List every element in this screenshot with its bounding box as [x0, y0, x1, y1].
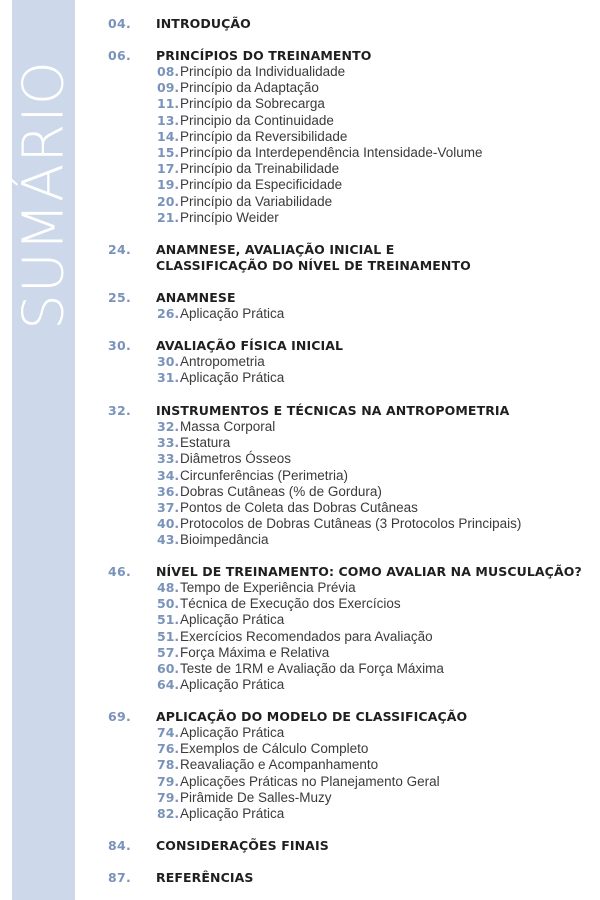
toc-item[interactable]: [0, 468, 600, 484]
section-title: INSTRUMENTOS E TÉCNICAS NA ANTROPOMETRIA: [156, 403, 510, 418]
toc-item[interactable]: [0, 194, 600, 210]
item-page-number: 64.: [157, 677, 180, 693]
item-title: Princípio da Interdependência Intensidade-Volume: [180, 144, 483, 160]
toc-section: [0, 338, 600, 386]
toc-item[interactable]: [0, 113, 600, 129]
item-title: Força Máxima e Relativa: [180, 644, 330, 660]
toc-item[interactable]: [0, 580, 600, 596]
section-title-line-2: CLASSIFICAÇÃO DO NÍVEL DE TREINAMENTO: [156, 258, 471, 273]
toc-section: [0, 290, 600, 322]
item-page-number: 76.: [157, 741, 180, 757]
toc-item[interactable]: [0, 516, 600, 532]
toc-item[interactable]: [0, 306, 600, 322]
item-title: Princípio da Treinabilidade: [180, 161, 340, 177]
toc-section: [0, 709, 600, 822]
item-title: Tempo de Experiência Prévia: [180, 580, 356, 595]
item-title: Dobras Cutâneas (% de Gordura): [180, 483, 382, 499]
section-page-number: 24.: [108, 242, 132, 257]
item-page-number: 51.: [157, 612, 180, 628]
toc-item[interactable]: [0, 500, 600, 516]
item-title: Pontos de Coleta das Dobras Cutâneas: [180, 499, 418, 515]
item-page-number: 20.: [157, 193, 180, 209]
item-title: Protocolos de Dobras Cutâneas (3 Protocolos Principais): [180, 516, 522, 532]
toc-item[interactable]: [0, 161, 600, 177]
item-page-number: 79.: [157, 773, 180, 789]
toc-section-heading[interactable]: [0, 870, 600, 886]
toc-section: [0, 870, 600, 886]
toc-section: [0, 16, 600, 32]
item-title: Princípio da Especificidade: [180, 177, 343, 193]
toc-section-heading[interactable]: [0, 48, 600, 64]
toc-item[interactable]: [0, 370, 600, 386]
section-title: INTRODUÇÃO: [156, 16, 251, 31]
item-title: Princípio da Individualidade: [180, 64, 346, 79]
toc-section-heading[interactable]: [0, 564, 600, 580]
section-page-number: 32.: [108, 403, 132, 418]
toc-item[interactable]: [0, 532, 600, 548]
toc-section: [0, 403, 600, 549]
item-page-number: 09.: [157, 80, 180, 96]
item-title: Aplicação Prática: [180, 306, 285, 321]
item-title: Princípio da Reversibilidade: [180, 128, 348, 144]
item-title: Diâmetros Ósseos: [180, 451, 292, 467]
toc-section: [0, 564, 600, 693]
toc-section-heading[interactable]: [0, 290, 600, 306]
item-title: Bioimpedância: [180, 532, 269, 548]
section-page-number: 46.: [108, 564, 132, 579]
toc-item[interactable]: [0, 629, 600, 645]
toc-section-heading[interactable]: [0, 242, 600, 258]
item-page-number: 33.: [157, 435, 180, 451]
item-page-number: 17.: [157, 161, 180, 177]
item-page-number: 60.: [157, 660, 180, 676]
item-page-number: 32.: [157, 419, 180, 434]
toc-item[interactable]: [0, 790, 600, 806]
item-page-number: 51.: [157, 628, 180, 644]
item-title: Estatura: [180, 435, 231, 451]
item-page-number: 82.: [157, 805, 180, 821]
toc-item[interactable]: [0, 96, 600, 112]
item-page-number: 37.: [157, 499, 180, 515]
item-title: Técnica de Execução dos Exercícios: [180, 596, 401, 612]
toc-section: [0, 838, 600, 854]
toc-item[interactable]: [0, 612, 600, 628]
toc-item[interactable]: [0, 677, 600, 693]
item-page-number: 26.: [157, 306, 180, 321]
toc-item[interactable]: [0, 210, 600, 226]
toc-item[interactable]: [0, 645, 600, 661]
section-title: ANAMNESE, AVALIAÇÃO INICIAL E: [156, 242, 395, 257]
item-page-number: 36.: [157, 483, 180, 499]
toc-item[interactable]: [0, 419, 600, 435]
section-title: CONSIDERAÇÕES FINAIS: [156, 838, 329, 853]
item-page-number: 48.: [157, 580, 180, 595]
toc-section: [0, 48, 600, 226]
toc-item[interactable]: [0, 64, 600, 80]
item-title: Massa Corporal: [180, 419, 276, 434]
item-title: Aplicação Prática: [180, 677, 285, 693]
item-page-number: 57.: [157, 644, 180, 660]
item-page-number: 11.: [157, 96, 180, 112]
item-page-number: 78.: [157, 757, 180, 773]
toc-item[interactable]: [0, 177, 600, 193]
toc-section-heading[interactable]: [0, 16, 600, 32]
toc-section-heading[interactable]: [0, 838, 600, 854]
item-page-number: 21.: [157, 209, 180, 225]
item-page-number: 43.: [157, 532, 180, 548]
item-page-number: 15.: [157, 144, 180, 160]
item-page-number: 50.: [157, 596, 180, 612]
toc-item[interactable]: [0, 145, 600, 161]
toc-item[interactable]: [0, 741, 600, 757]
item-title: Principio da Continuidade: [180, 112, 334, 128]
toc-item[interactable]: [0, 757, 600, 773]
toc-section: [0, 242, 600, 274]
toc-section-heading[interactable]: [0, 403, 600, 419]
toc-item[interactable]: [0, 596, 600, 612]
item-title: Aplicação Prática: [180, 612, 285, 628]
item-title: Aplicações Práticas no Planejamento Geral: [180, 773, 440, 789]
item-title: Exemplos de Cálculo Completo: [180, 741, 369, 757]
item-title: Princípio Weider: [180, 209, 279, 225]
item-title: Aplicação Prática: [180, 370, 285, 386]
toc-item[interactable]: [0, 451, 600, 467]
section-page-number: 84.: [108, 838, 132, 853]
item-page-number: 08.: [157, 64, 180, 79]
section-title: REFERÊNCIAS: [156, 870, 254, 885]
item-title: Aplicação Prática: [180, 805, 285, 821]
item-page-number: 19.: [157, 177, 180, 193]
item-page-number: 79.: [157, 789, 180, 805]
section-title: PRINCÍPIOS DO TREINAMENTO: [156, 48, 372, 63]
sidebar-title: SUMÁRIO: [11, 60, 76, 330]
item-page-number: 13.: [157, 112, 180, 128]
item-title: Teste de 1RM e Avaliação da Força Máxima: [180, 660, 444, 676]
toc-item[interactable]: [0, 484, 600, 500]
item-title: Antropometria: [180, 354, 265, 369]
item-page-number: 40.: [157, 516, 180, 532]
section-page-number: 30.: [108, 338, 132, 353]
section-page-number: 25.: [108, 290, 132, 305]
toc-item[interactable]: [0, 354, 600, 370]
toc-item[interactable]: [0, 661, 600, 677]
item-title: Pirâmide De Salles-Muzy: [180, 789, 332, 805]
section-title: NÍVEL DE TREINAMENTO: COMO AVALIAR NA MUSCULAÇÃO?: [156, 564, 582, 579]
item-page-number: 14.: [157, 128, 180, 144]
item-page-number: 31.: [157, 370, 180, 386]
item-title: Princípio da Variabilidade: [180, 193, 333, 209]
section-page-number: 04.: [108, 16, 132, 31]
toc-item[interactable]: [0, 725, 600, 741]
item-page-number: 34.: [157, 467, 180, 483]
toc-item[interactable]: [0, 806, 600, 822]
toc-item[interactable]: [0, 435, 600, 451]
item-title: Aplicação Prática: [180, 725, 285, 740]
toc-section-heading[interactable]: [0, 338, 600, 354]
toc-section-heading-continued[interactable]: [0, 258, 600, 274]
item-page-number: 30.: [157, 354, 180, 369]
toc-item[interactable]: [0, 80, 600, 96]
item-title: Circunferências (Perimetria): [180, 467, 349, 483]
item-title: Princípio da Adaptação: [180, 80, 319, 96]
item-page-number: 33.: [157, 451, 180, 467]
toc-item[interactable]: [0, 129, 600, 145]
section-title: APLICAÇÃO DO MODELO DE CLASSIFICAÇÃO: [156, 709, 468, 724]
section-page-number: 87.: [108, 870, 132, 885]
item-title: Reavaliação e Acompanhamento: [180, 757, 379, 773]
section-page-number: 69.: [108, 709, 132, 724]
item-title: Princípio da Sobrecarga: [180, 96, 325, 112]
section-title: ANAMNESE: [156, 290, 236, 305]
section-page-number: 06.: [108, 48, 132, 63]
toc-section-heading[interactable]: [0, 709, 600, 725]
item-page-number: 74.: [157, 725, 180, 740]
toc-item[interactable]: [0, 774, 600, 790]
section-title: AVALIAÇÃO FÍSICA INICIAL: [156, 338, 344, 353]
item-title: Exercícios Recomendados para Avaliação: [180, 628, 433, 644]
